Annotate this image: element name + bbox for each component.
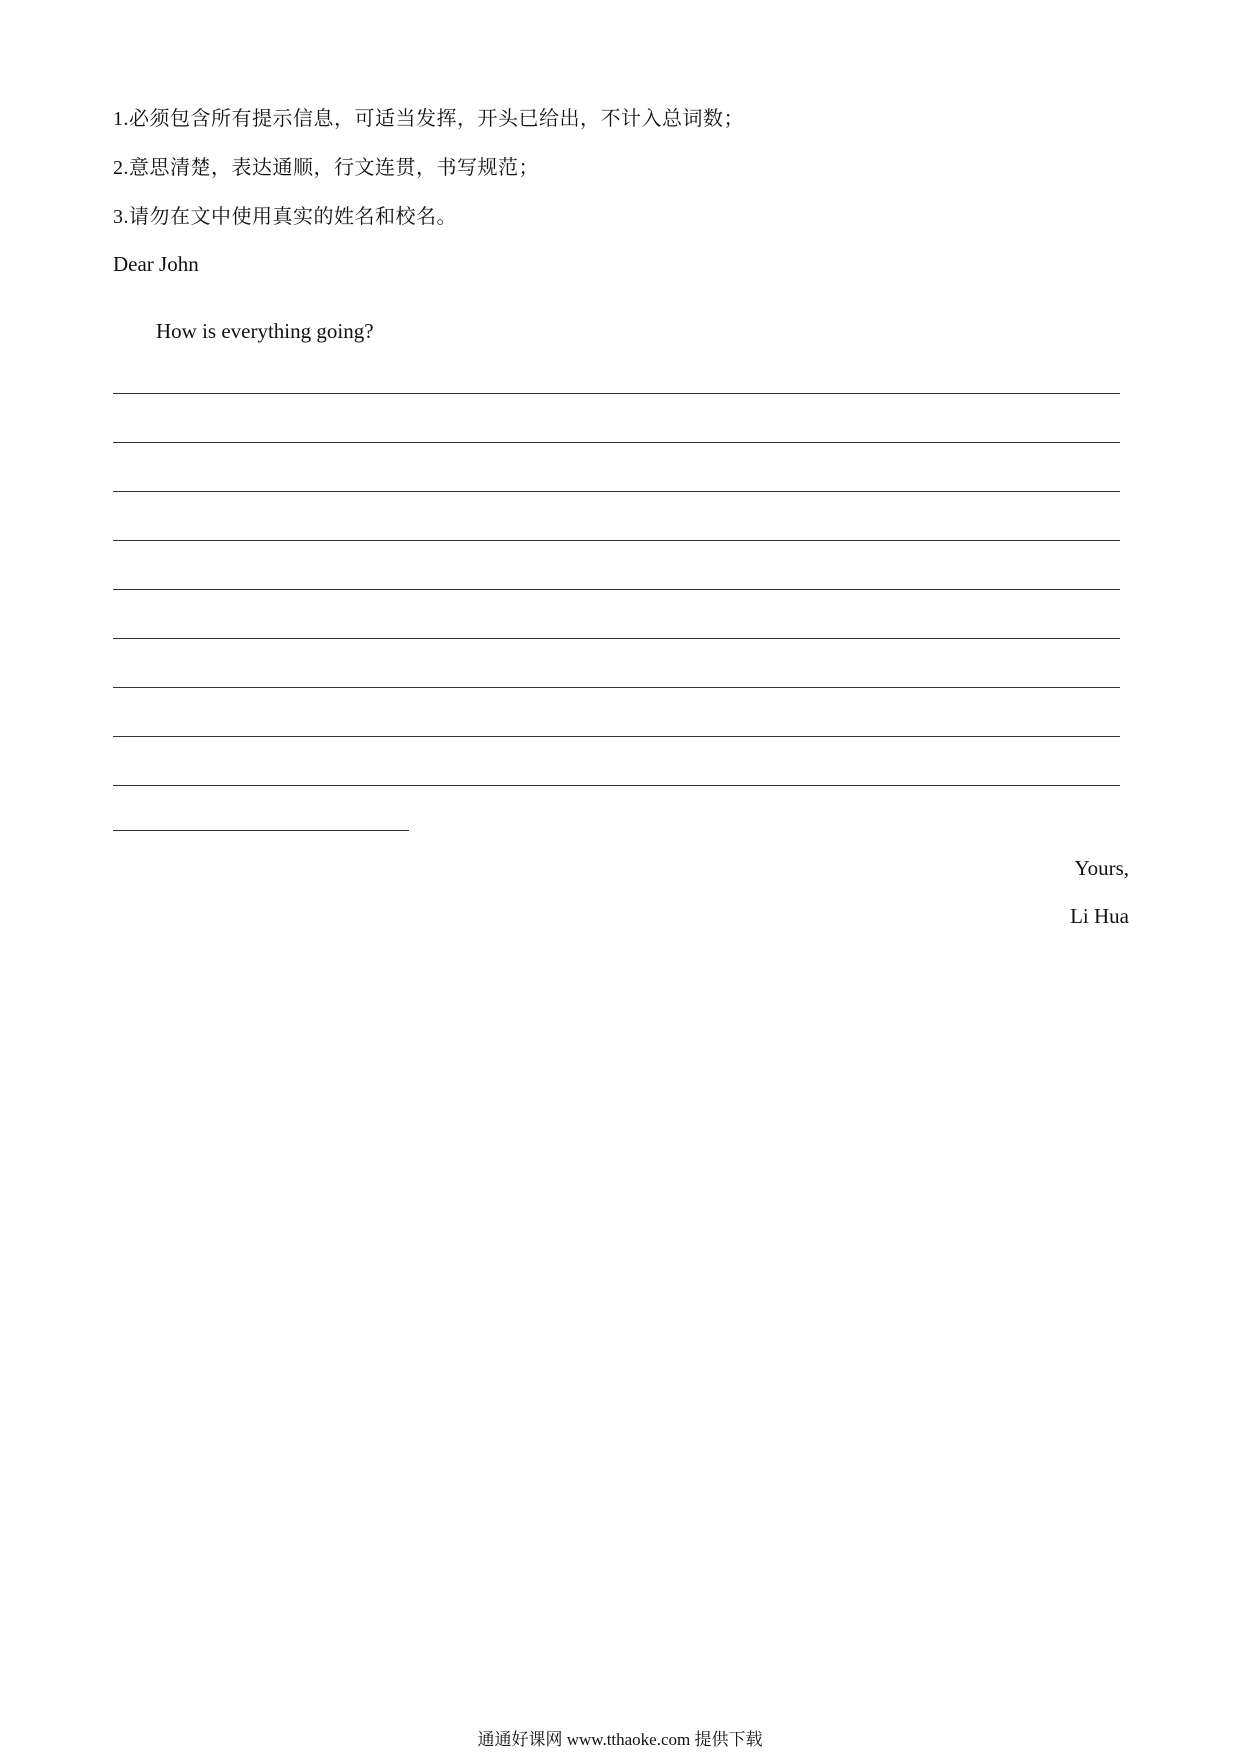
writing-line: [113, 589, 1120, 590]
requirement-1: 1.必须包含所有提示信息，可适当发挥，开头已给出，不计入总词数；: [113, 108, 744, 130]
writing-line: [113, 687, 1120, 688]
writing-line: [113, 491, 1120, 492]
letter-opening-line: How is everything going?: [156, 319, 374, 343]
writing-line: [113, 638, 1120, 639]
requirement-2: 2.意思清楚，表达通顺，行文连贯，书写规范；: [113, 157, 539, 179]
letter-greeting: Dear John: [113, 252, 199, 276]
writing-line: [113, 785, 1120, 786]
writing-line: [113, 393, 1120, 394]
page-footer: 通通好课网 www.tthaoke.com 提供下载: [477, 1730, 763, 1749]
requirement-3: 3.请勿在文中使用真实的姓名和校名。: [113, 206, 457, 228]
writing-line: [113, 442, 1120, 443]
writing-line-short: [113, 830, 409, 831]
letter-closing: Yours,: [1074, 856, 1129, 880]
writing-line: [113, 540, 1120, 541]
writing-line: [113, 736, 1120, 737]
letter-signature: Li Hua: [1070, 904, 1129, 928]
